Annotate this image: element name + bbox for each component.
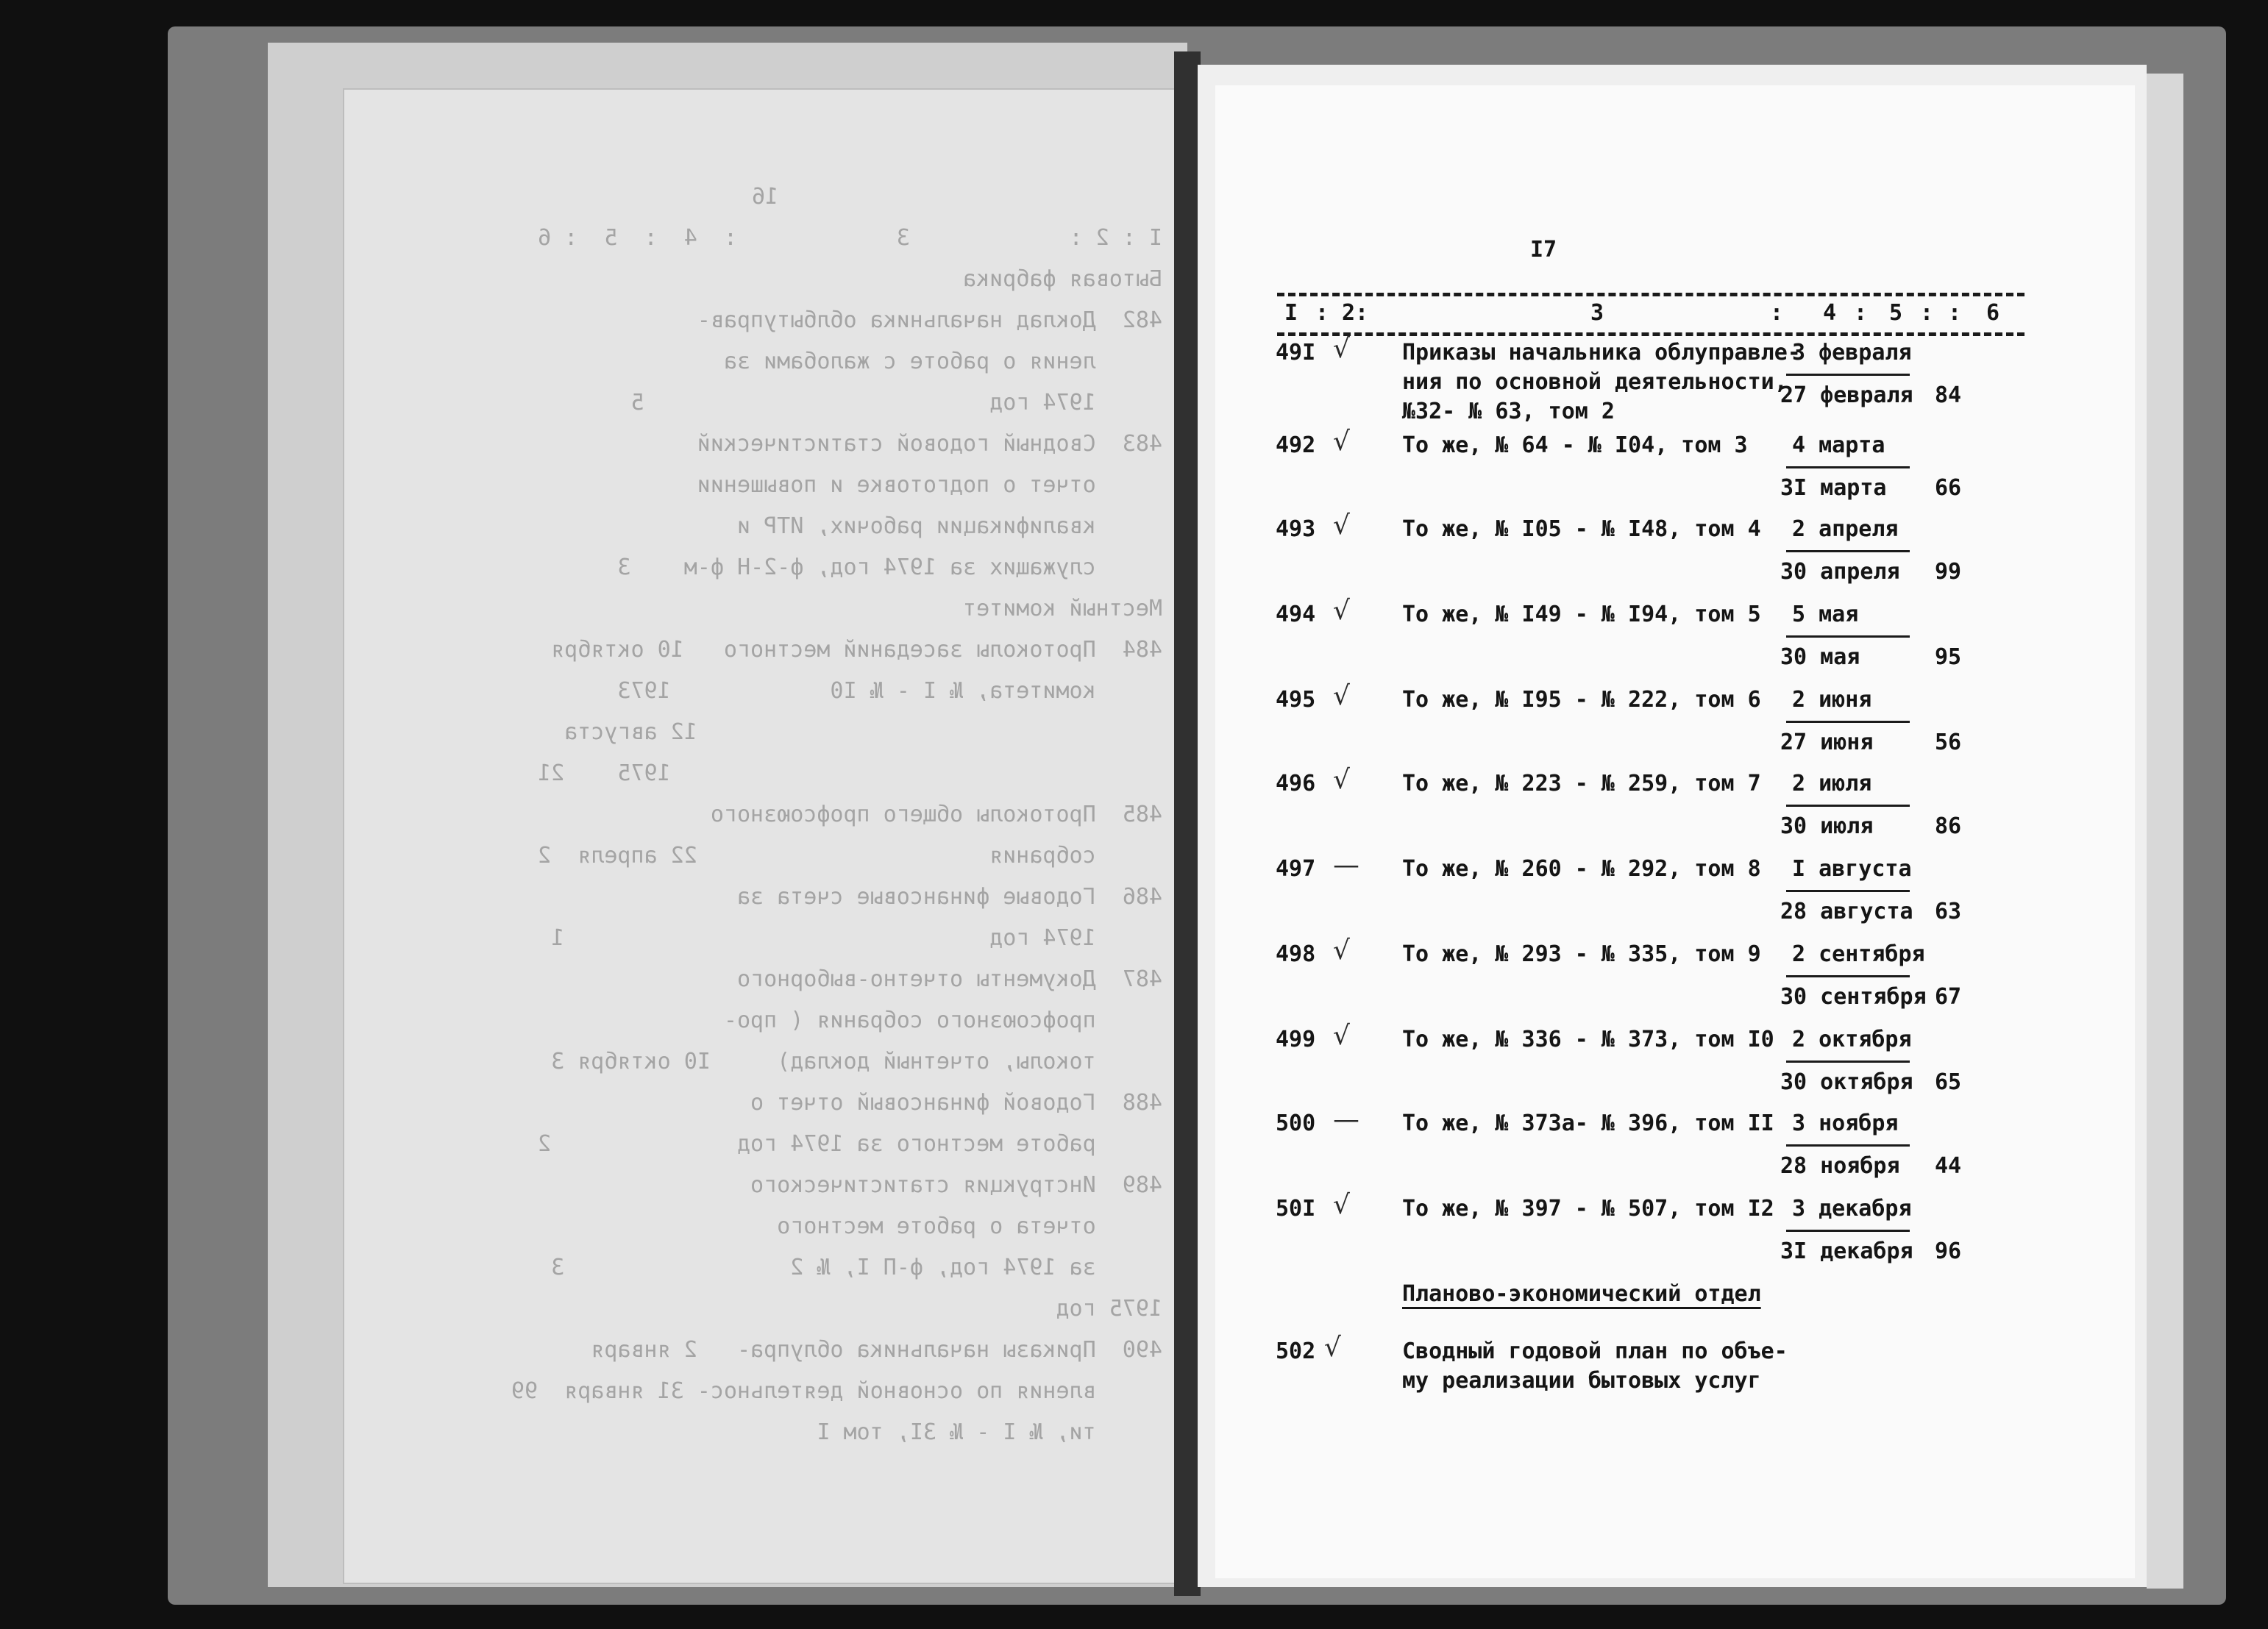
row-title-line: То же, № 293 - № 335, том 9 [1402, 941, 1761, 967]
sheet-count: 66 [1935, 475, 1962, 501]
date-to: 3I декабря [1780, 1238, 1913, 1264]
date-from: 3 февраля [1792, 340, 1912, 366]
bleed-line: Местный комитет [963, 596, 1162, 621]
row-number: 500 [1276, 1111, 1316, 1136]
col-header-1: I [1284, 300, 1298, 326]
date-to: 27 июня [1780, 730, 1874, 755]
check-mark-icon: √ [1333, 596, 1350, 626]
date-to: 30 октября [1780, 1069, 1913, 1095]
col-header-sep-4: : [1920, 300, 1934, 326]
row-number: 50I [1276, 1196, 1316, 1222]
header-rule-top [1277, 293, 2025, 296]
dash-mark-icon: — [1333, 1105, 1359, 1135]
check-mark-icon: √ [1333, 765, 1350, 795]
date-to: 27 февраля [1780, 382, 1913, 408]
date-from: 2 июня [1792, 687, 1872, 713]
row-title-line: ния по основной деятельности, [1402, 369, 1788, 395]
bleed-line: Бытовая фабрика [963, 266, 1162, 292]
col-header-2: 2: [1342, 300, 1369, 326]
date-underline [1786, 1061, 1910, 1063]
date-to: 3I марта [1780, 475, 1887, 501]
bleed-line: отчет о подготовке и повышении [697, 472, 1162, 498]
bleed-line: 486 Годовые финансовые счета за [737, 884, 1162, 910]
row-502-number: 502 [1276, 1339, 1316, 1364]
row-502-title-line-2: му реализации бытовых услуг [1402, 1368, 1761, 1394]
row-number: 498 [1276, 941, 1316, 967]
date-from: 4 марта [1792, 432, 1885, 458]
row-number: 499 [1276, 1027, 1316, 1052]
sheet-count: 67 [1935, 984, 1962, 1010]
bleed-line: 1974 год 5 [630, 390, 1162, 416]
page-number: I7 [1530, 237, 1557, 263]
left-page-bleed-through [368, 177, 1162, 1445]
row-number: 496 [1276, 771, 1316, 796]
date-underline [1786, 805, 1910, 807]
date-to: 30 апреля [1780, 559, 1900, 585]
sheet-count: 84 [1935, 382, 1962, 408]
sheet-count: 96 [1935, 1238, 1962, 1264]
date-to: 30 мая [1780, 644, 1860, 670]
bleed-line: работе местного за 1974 год 2 [538, 1131, 1162, 1157]
bleed-line: 485 Протоколы общего профсоюзного [710, 802, 1162, 827]
col-header-sep-5: : [1948, 300, 1962, 326]
bleed-line: квалификации рабочих, ИТР и [737, 513, 1162, 539]
row-title-line: То же, № 336 - № 373, том I0 [1402, 1027, 1774, 1052]
check-mark-icon: √ [1333, 427, 1350, 457]
sheet-count: 65 [1935, 1069, 1962, 1095]
check-mark-icon: √ [1333, 935, 1350, 966]
book-gutter [1174, 51, 1201, 1596]
row-number: 49I [1276, 340, 1316, 366]
row-number: 494 [1276, 602, 1316, 627]
bleed-line: за 1974 год, ф-П I, № 2 3 [551, 1255, 1162, 1280]
bleed-line: 490 Приказы начальника облупра- 2 января [591, 1337, 1162, 1363]
bleed-line: собрания 22 апреля 2 [538, 843, 1162, 869]
row-title-line: То же, № 373а- № 396, том II [1402, 1111, 1774, 1136]
row-number: 497 [1276, 856, 1316, 882]
bleed-line: 488 Годовой финансовый отчет о [750, 1090, 1162, 1116]
left-page-lines [368, 259, 1162, 1453]
bleed-line: вления по основной деятельнос- 31 января 99 [511, 1378, 1162, 1404]
col-header-5: 5 [1889, 300, 1903, 326]
bleed-line: 12 августа [564, 719, 1162, 745]
col-header-4: 4 [1823, 300, 1837, 326]
row-number: 495 [1276, 687, 1316, 713]
sheet-count: 99 [1935, 559, 1962, 585]
check-mark-icon: √ [1333, 334, 1350, 364]
sheet-count: 86 [1935, 813, 1962, 839]
dash-mark-icon: — [1333, 850, 1359, 880]
bleed-line: отчета о работе местного [777, 1213, 1162, 1239]
check-mark-icon: √ [1333, 681, 1350, 711]
left-page-header: I : 2 : 3 : 4 : 5 : 6 [538, 225, 1162, 251]
row-502-check-icon: √ [1324, 1333, 1341, 1363]
date-from: 3 декабря [1792, 1196, 1912, 1222]
date-from: 2 июля [1792, 771, 1872, 796]
row-title-line: То же, № 260 - № 292, том 8 [1402, 856, 1761, 882]
bleed-line: токолы, отчетный доклад) I0 октября 3 [551, 1049, 1162, 1074]
bleed-line: профсоюзного собрания ( про- [723, 1008, 1162, 1033]
bleed-line: 1975 21 [538, 760, 1162, 786]
section-heading: Планово-экономический отдел [1402, 1281, 1761, 1307]
date-from: 3 ноября [1792, 1111, 1899, 1136]
row-title-line: То же, № I05 - № I48, том 4 [1402, 516, 1761, 542]
row-title-line: То же, № I95 - № 222, том 6 [1402, 687, 1761, 713]
date-underline [1786, 975, 1910, 977]
date-from: 2 октября [1792, 1027, 1912, 1052]
date-underline [1786, 1230, 1910, 1232]
bleed-line: ти, № I - № 3I, том I [817, 1419, 1162, 1445]
bleed-line: служащих за 1974 год, ф-2-Н ф-м 3 [617, 555, 1162, 580]
date-to: 28 августа [1780, 899, 1913, 924]
right-page-edge [2147, 74, 2183, 1589]
date-from: 5 мая [1792, 602, 1859, 627]
row-title-line: То же, № I49 - № I94, том 5 [1402, 602, 1761, 627]
row-502-title-line-1: Сводный годовой план по объе- [1402, 1339, 1788, 1364]
bleed-line: 487 Документы отчетно-выборного [737, 966, 1162, 992]
date-from: I августа [1792, 856, 1912, 882]
row-title-line: То же, № 223 - № 259, том 7 [1402, 771, 1761, 796]
row-number: 492 [1276, 432, 1316, 458]
row-title-line: То же, № 64 - № I04, том 3 [1402, 432, 1748, 458]
col-header-sep-3: : [1854, 300, 1868, 326]
check-mark-icon: √ [1333, 1190, 1350, 1220]
row-number: 493 [1276, 516, 1316, 542]
sheet-count: 56 [1935, 730, 1962, 755]
date-to: 30 июля [1780, 813, 1874, 839]
date-from: 2 апреля [1792, 516, 1899, 542]
header-rule-bottom [1277, 332, 2025, 336]
bleed-line: 1974 год 1 [551, 925, 1162, 951]
date-underline [1786, 466, 1910, 468]
date-underline [1786, 550, 1910, 552]
col-header-3: 3 [1590, 300, 1604, 326]
row-title-line: №32- № 63, том 2 [1402, 399, 1615, 424]
bleed-line: комитета, № I - № I0 1973 [617, 678, 1162, 704]
date-to: 30 сентября [1780, 984, 1927, 1010]
left-page-number: 16 [751, 184, 779, 210]
date-underline [1786, 1144, 1910, 1147]
row-title-line: Приказы начальника облуправле- [1402, 340, 1801, 366]
col-header-6: 6 [1986, 300, 2000, 326]
sheet-count: 44 [1935, 1153, 1962, 1179]
row-title-line: То же, № 397 - № 507, том I2 [1402, 1196, 1774, 1222]
bleed-line: 484 Протоколы заседаний местного 10 октября [551, 637, 1162, 663]
date-to: 28 ноября [1780, 1153, 1900, 1179]
bleed-line: 489 Инструкция статистического [750, 1172, 1162, 1198]
sheet-count: 63 [1935, 899, 1962, 924]
bleed-line: 483 Сводный годовой статистический [697, 431, 1162, 457]
col-header-sep-2: : [1770, 300, 1784, 326]
col-header-sep-1: : [1315, 300, 1329, 326]
date-underline [1786, 635, 1910, 638]
date-underline [1786, 890, 1910, 892]
date-underline [1786, 374, 1910, 376]
bleed-line: 1975 год [1056, 1296, 1162, 1322]
bleed-line: 482 Доклад начальника облбытуправ- [697, 307, 1162, 333]
date-from: 2 сентября [1792, 941, 1925, 967]
bleed-line: ления о работе с жалобами за [723, 349, 1162, 374]
check-mark-icon: √ [1333, 510, 1350, 541]
date-underline [1786, 721, 1910, 723]
check-mark-icon: √ [1333, 1021, 1350, 1051]
sheet-count: 95 [1935, 644, 1962, 670]
